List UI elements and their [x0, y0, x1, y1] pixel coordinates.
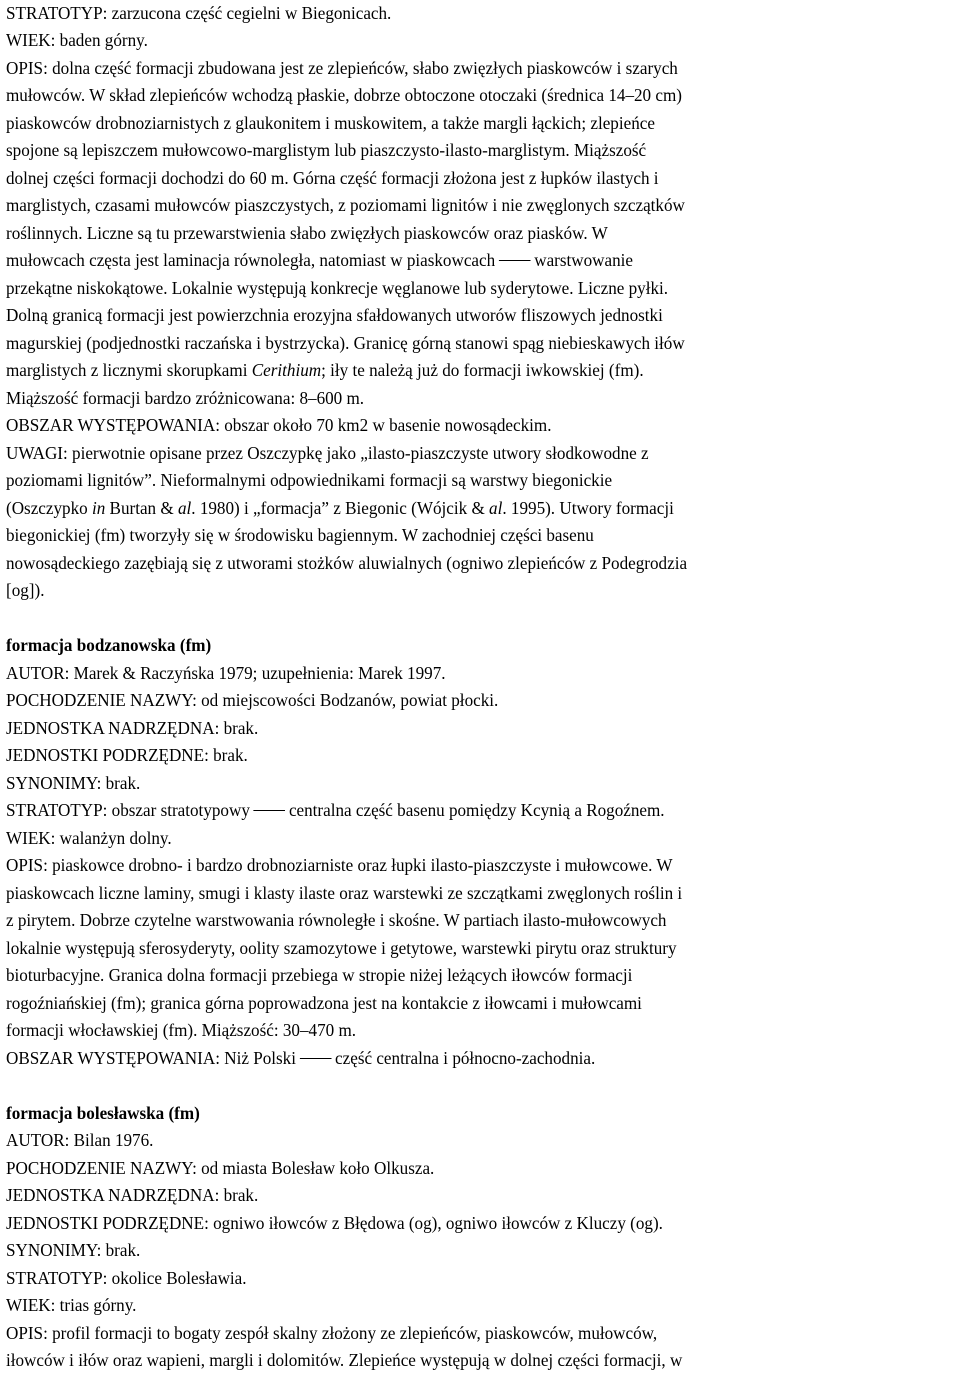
text-line: biegonickiej (fm) tworzyły się w środowisku bagiennym. W zachodniej części basenu — [6, 525, 594, 545]
text-line: poziomami lignitów”. Nieformalnymi odpowiednikami formacji są warstwy biegonickie — [6, 470, 613, 490]
text-line: JEDNOSTKA NADRZĘDNA: brak. — [6, 1185, 259, 1205]
text-line: roślinnych. Liczne są tu przewarstwienia słabo zwięzłych piaskowców oraz piasków. W — [6, 223, 608, 243]
text-line: OPIS: profil formacji to bogaty zespół skalny złożony ze zlepieńców, piaskowców, mułowców, — [6, 1323, 658, 1343]
text-line: Miąższość formacji bardzo zróżnicowana: 8–600 m. — [6, 388, 365, 408]
text-line: WIEK: walanżyn dolny. — [6, 828, 172, 848]
text-line: (Oszczypko in Burtan & al. 1980) i „formacja” z Biegonic (Wójcik & al. 1995). Utwory formacji — [6, 498, 674, 518]
text-line: [og]). — [6, 580, 45, 600]
em-dash — [254, 810, 286, 811]
text-line: WIEK: trias górny. — [6, 1295, 137, 1315]
text-line: STRATOTYP: zarzucona część cegielni w Biegonicach. — [6, 3, 392, 23]
text-line: SYNONIMY: brak. — [6, 1240, 141, 1260]
em-dash — [499, 260, 531, 261]
text-line: iłowców i iłów oraz wapieni, margli i dolomitów. Zlepieńce występują w dolnej części formacji, w — [6, 1350, 683, 1370]
text-line: marglistych, czasami mułowców piaszczystych, z poziomami lignitów i nie zwęglonych szczątków — [6, 195, 685, 215]
text-line: rogoźniańskiej (fm); granica górna poprowadzona jest na kontakcie z iłowcami i mułowcami — [6, 993, 642, 1013]
text-line: OBSZAR WYSTĘPOWANIA: Niż Polski część centralna i północno-zachodnia. — [6, 1048, 596, 1068]
text-line: AUTOR: Bilan 1976. — [6, 1130, 154, 1150]
text-line: SYNONIMY: brak. — [6, 773, 141, 793]
text-line: dolnej części formacji dochodzi do 60 m. Górna część formacji złożona jest z łupków ilastych i — [6, 168, 659, 188]
section-heading: formacja bodzanowska (fm) — [6, 635, 212, 655]
text-line: UWAGI: pierwotnie opisane przez Oszczypkę jako „ilasto-piaszczyste utwory słodkowodne z — [6, 443, 649, 463]
text-line: spojone są lepiszczem mułowcowo-marglistym lub piaszczysto-ilasto-marglistym. Miąższość — [6, 140, 647, 160]
text-line: lokalnie występują sferosyderyty, oolity szamozytowe i getytowe, warstewki pirytu oraz struktury — [6, 938, 677, 958]
text-line: piaskowcach liczne laminy, smugi i klasty ilaste oraz warstewki ze szczątkami zwęglonych roślin i — [6, 883, 683, 903]
text-line: formacji włocławskiej (fm). Miąższość: 30–470 m. — [6, 1020, 357, 1040]
text-line: JEDNOSTKA NADRZĘDNA: brak. — [6, 718, 259, 738]
text-line: OPIS: piaskowce drobno- i bardzo drobnoziarniste oraz łupki ilasto-piaszczyste i mułowcowe. W — [6, 855, 673, 875]
text-line: mułowcach częsta jest laminacja równoległa, natomiast w piaskowcach warstwowanie — [6, 250, 634, 270]
section-heading: formacja bolesławska (fm) — [6, 1103, 200, 1123]
text-line: OBSZAR WYSTĘPOWANIA: obszar około 70 km2 w basenie nowosądeckim. — [6, 415, 552, 435]
text-line: JEDNOSTKI PODRZĘDNE: ogniwo iłowców z Błędowa (og), ogniwo iłowców z Kluczy (og). — [6, 1213, 663, 1233]
text-line: mułowców. W skład zlepieńców wchodzą płaskie, dobrze obtoczone otoczaki (średnica 14–20 cm) — [6, 85, 682, 105]
text-line: przekątne niskokątowe. Lokalnie występują konkrecje węglanowe lub syderytowe. Liczne pyłki. — [6, 278, 669, 298]
text-line: POCHODZENIE NAZWY: od miejscowości Bodzanów, powiat płocki. — [6, 690, 499, 710]
em-dash — [300, 1058, 332, 1059]
text-line: WIEK: baden górny. — [6, 30, 148, 50]
text-line: STRATOTYP: okolice Bolesławia. — [6, 1268, 247, 1288]
text-line: POCHODZENIE NAZWY: od miasta Bolesław koło Olkusza. — [6, 1158, 435, 1178]
text-line: nowosądeckiego zazębiają się z utworami stożków aluwialnych (ogniwo zlepieńców z Podegrodzia — [6, 553, 688, 573]
text-line: bioturbacyjne. Granica dolna formacji przebiega w stropie niżej leżących iłowców formacji — [6, 965, 633, 985]
text-line: JEDNOSTKI PODRZĘDNE: brak. — [6, 745, 248, 765]
text-line: STRATOTYP: obszar stratotypowy centralna część basenu pomiędzy Kcynią a Rogoźnem. — [6, 800, 665, 820]
text-line: z pirytem. Dobrze czytelne warstwowania równoległe i skośne. W partiach ilasto-mułowcowych — [6, 910, 667, 930]
text-line: AUTOR: Marek & Raczyńska 1979; uzupełnienia: Marek 1997. — [6, 663, 446, 683]
text-line: marglistych z licznymi skorupkami Cerithium; iły te należą już do formacji iwkowskiej (fm). — [6, 360, 644, 380]
text-line: Dolną granicą formacji jest powierzchnia erozyjna sfałdowanych utworów fliszowych jednostki — [6, 305, 663, 325]
text-line: magurskiej (podjednostki raczańska i bystrzycka). Granicę górną stanowi spąg niebieskawych iłów — [6, 333, 685, 353]
text-line: OPIS: dolna część formacji zbudowana jest ze zlepieńców, słabo zwięzłych piaskowców i szarych — [6, 58, 678, 78]
text-line: piaskowców drobnoziarnistych z glaukonitem i muskowitem, a także margli łąckich; zlepieńce — [6, 113, 655, 133]
